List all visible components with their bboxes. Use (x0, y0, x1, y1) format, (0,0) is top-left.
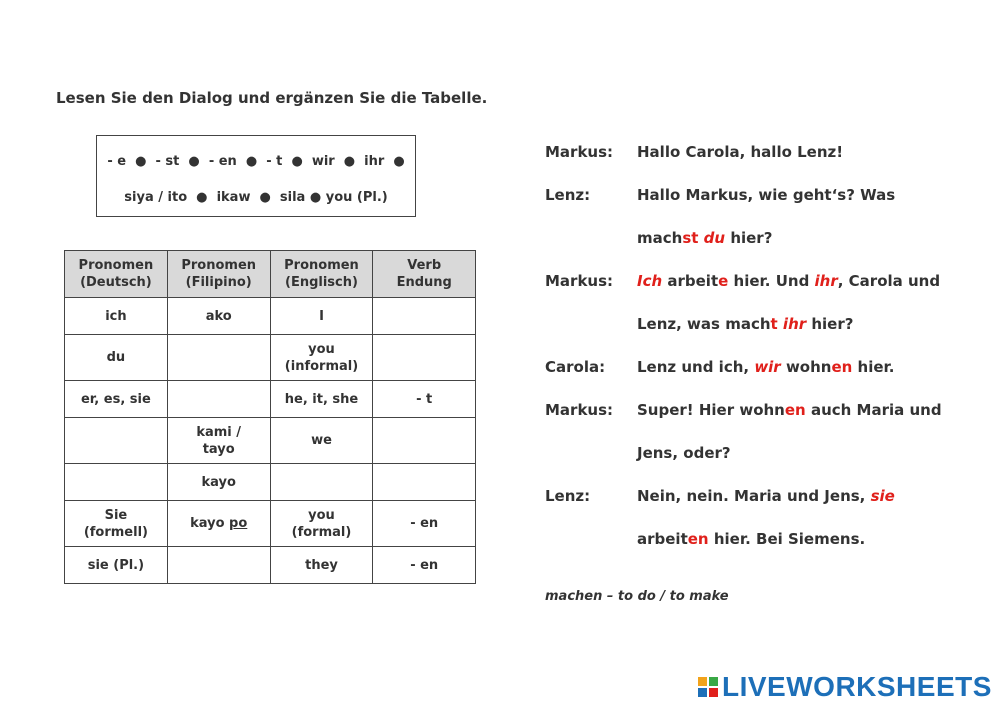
cell-deutsch: du (65, 335, 168, 381)
cell-filipino: kami / tayo (167, 418, 270, 464)
speaker-markus: Markus: (545, 401, 614, 419)
cell-deutsch: Sie (formell) (65, 501, 168, 547)
logo-square-icon (709, 688, 718, 697)
speaker-carola: Carola: (545, 358, 606, 376)
logo-grid-icon (698, 677, 718, 697)
vocabulary-note: machen – to do / to make (545, 589, 729, 604)
cell-filipino: kayo po (167, 501, 270, 547)
table-row (65, 298, 476, 335)
liveworksheets-logo (698, 672, 992, 702)
dialog-text: Lenz und ich, wir wohnen hier. (637, 358, 895, 376)
cell-deutsch: sie (Pl.) (65, 547, 168, 584)
cell-englisch: you (informal) (270, 335, 373, 381)
cell-deutsch: ich (65, 298, 168, 335)
logo-square-icon (698, 688, 707, 697)
table-row (65, 335, 476, 381)
table-row (65, 501, 476, 547)
cell-deutsch-input[interactable] (65, 418, 168, 464)
cell-deutsch-input[interactable] (65, 464, 168, 501)
cell-endung: - en (373, 547, 476, 584)
cell-deutsch: er, es, sie (65, 381, 168, 418)
cell-englisch-input[interactable] (270, 464, 373, 501)
header-pronomen-filipino: Pronomen (Filipino) (167, 251, 270, 298)
cell-filipino-input[interactable] (167, 335, 270, 381)
cell-filipino: ako (167, 298, 270, 335)
cell-englisch: we (270, 418, 373, 464)
table-row (65, 381, 476, 418)
cell-englisch: I (270, 298, 373, 335)
logo-text: LIVEWORKSHEETS (722, 671, 992, 702)
cell-filipino: kayo (167, 464, 270, 501)
speaker-lenz: Lenz: (545, 186, 591, 204)
pronoun-table (64, 250, 476, 584)
cell-englisch: you (formal) (270, 501, 373, 547)
speaker-markus: Markus: (545, 272, 614, 290)
dialog-text: Nein, nein. Maria und Jens, sie (637, 487, 895, 505)
table-header-row (65, 251, 476, 298)
dialog-text: machst du hier? (637, 229, 773, 247)
cell-endung-input[interactable] (373, 298, 476, 335)
table-row (65, 464, 476, 501)
logo-square-icon (698, 677, 707, 686)
cell-englisch: they (270, 547, 373, 584)
dialog-text: Super! Hier wohnen auch Maria und (637, 401, 942, 419)
speaker-markus: Markus: (545, 143, 614, 161)
cell-endung: - en (373, 501, 476, 547)
dialog-text: Jens, oder? (637, 444, 731, 462)
dialog-text: Lenz, was macht ihr hier? (637, 315, 854, 333)
cell-endung: - t (373, 381, 476, 418)
cell-filipino-input[interactable] (167, 381, 270, 418)
cell-filipino-input[interactable] (167, 547, 270, 584)
table-row (65, 547, 476, 584)
dialog-text: Hallo Markus, wie geht‘s? Was (637, 186, 896, 204)
word-bank-box (96, 135, 416, 217)
speaker-lenz: Lenz: (545, 487, 591, 505)
logo-square-icon (709, 677, 718, 686)
cell-englisch: he, it, she (270, 381, 373, 418)
header-pronomen-deutsch: Pronomen (Deutsch) (65, 251, 168, 298)
header-verb-endung: Verb Endung (373, 251, 476, 298)
header-pronomen-englisch: Pronomen (Englisch) (270, 251, 373, 298)
dialog-text: Hallo Carola, hallo Lenz! (637, 143, 844, 161)
cell-endung-input[interactable] (373, 418, 476, 464)
dialog-text: arbeiten hier. Bei Siemens. (637, 530, 866, 548)
instruction-heading: Lesen Sie den Dialog und ergänzen Sie die Tabelle. (56, 89, 488, 107)
dialog-text: Ich arbeite hier. Und ihr, Carola und (637, 272, 941, 290)
table-row (65, 418, 476, 464)
cell-endung-input[interactable] (373, 335, 476, 381)
cell-endung-input[interactable] (373, 464, 476, 501)
word-bank-line-2: siya / ito ● ikaw ● sila ● you (Pl.) (124, 190, 388, 205)
word-bank-line-1: - e ● - st ● - en ● - t ● wir ● ihr ● (107, 154, 405, 169)
